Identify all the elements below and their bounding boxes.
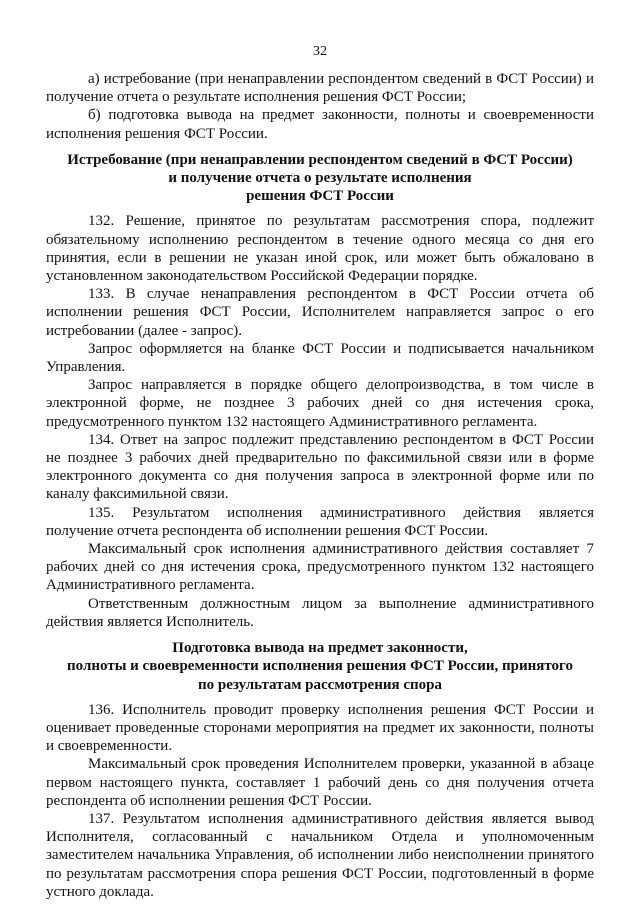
- paragraph-133-request-sending: Запрос направляется в порядке общего делопроизводства, в том числе в электронной форме, не позднее 3 рабочих дней со дня истечения срока, предусмотренного пунктом 132 настоящего Административного регламента.: [46, 377, 594, 430]
- section-heading-requisition: [46, 151, 594, 206]
- section-heading-conclusion: [46, 639, 594, 694]
- section-heading-line: решения ФСТ России: [246, 188, 394, 205]
- section-heading-line: по результатам рассмотрения спора: [197, 676, 442, 693]
- section-heading-line: и получение отчета о результате исполнения: [168, 170, 472, 187]
- paragraph-133-request-form: Запрос оформляется на бланке ФСТ России и подписывается начальником Управления.: [46, 340, 594, 376]
- paragraph-133: 133. В случае ненаправления респондентом в ФСТ России отчета об исполнении решения ФСТ России, Исполнителем направляется запрос о его истребовании (далее - запрос).: [46, 286, 594, 339]
- paragraph-135: 135. Результатом исполнения административного действия является получение отчета респондента об исполнении решения ФСТ России.: [46, 504, 594, 539]
- section-heading-line: полноты и своевременности исполнения решения ФСТ России, принятого: [67, 658, 573, 675]
- paragraph-136-max-term: Максимальный срок проведения Исполнителем проверки, указанной в абзаце первом настоящего пункта, составляет 1 рабочий день со дня получения отчета респондента об исполнении решения ФСТ России.: [46, 756, 594, 809]
- paragraph-137: 137. Результатом исполнения административного действия является вывод Исполнителя, согласованный с начальником Отдела и уполномоченным заместителем начальника Управления, об исполнении либо неисполнении принятого по результатам рассмотрения спора решения ФСТ России, подготовленный в форме устного доклада.: [46, 810, 594, 900]
- paragraph-134: 134. Ответ на запрос подлежит представлению респондентом в ФСТ России не позднее 3 рабочих дней предварительно по факсимильной связи или в форме электронного документа со дня получения запроса в электронной форме или по каналу факсимильной связи.: [46, 431, 594, 503]
- intro-item-b: б) подготовка вывода на предмет законности, полноты и своевременности исполнения решения ФСТ России.: [46, 107, 594, 142]
- paragraph-135-max-term: Максимальный срок исполнения административного действия составляет 7 рабочих дней со дня истечения срока, предусмотренного пунктом 132 настоящего Административного регламента.: [46, 541, 594, 594]
- intro-item-a: а) истребование (при ненаправлении респондентом сведений в ФСТ России) и получение отчета о результате исполнения решения ФСТ России;: [46, 71, 594, 106]
- paragraph-132: 132. Решение, принятое по результатам рассмотрения спора, подлежит обязательному исполнению респондентом в течение одного месяца со дня его принятия, если в решении не указан иной срок, или может быть обжаловано в установленном законодательством Российской Федерации порядке.: [46, 213, 594, 285]
- page-number: 32: [313, 44, 327, 59]
- section-heading-line: Подготовка вывода на предмет законности,: [172, 640, 468, 657]
- paragraph-135-responsible: Ответственным должностным лицом за выполнение административного действия является Исполнитель.: [46, 595, 594, 630]
- section-heading-line: Истребование (при ненаправлении респондентом сведений в ФСТ России): [67, 151, 573, 168]
- paragraph-136: 136. Исполнитель проводит проверку исполнения решения ФСТ России и оценивает проведенные сторонами мероприятия на предмет их законности, полноты и своевременности.: [46, 701, 594, 755]
